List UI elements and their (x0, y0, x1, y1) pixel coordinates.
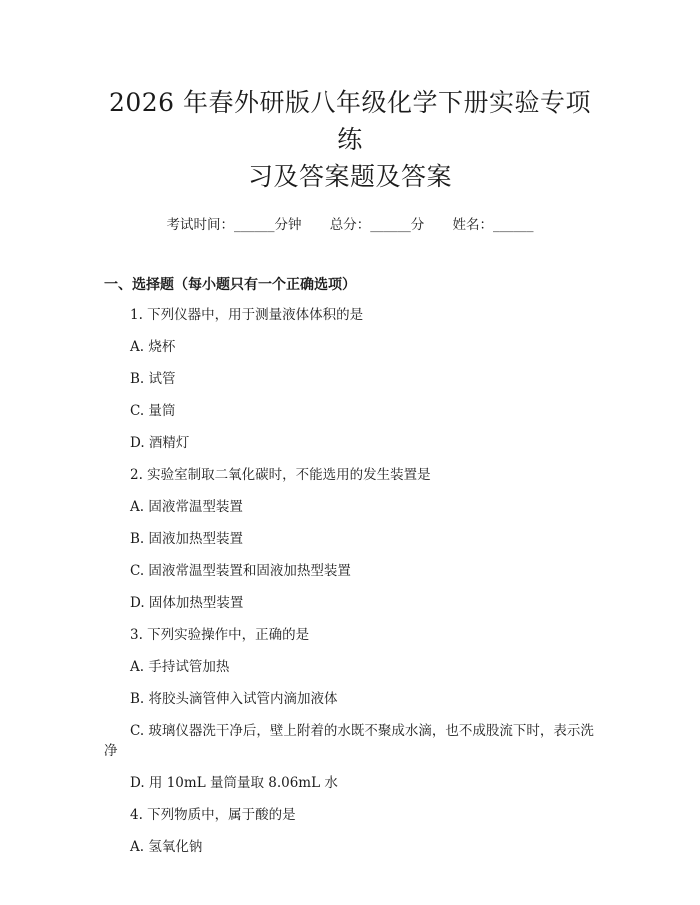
q3-option-a: A. 手持试管加热 (130, 659, 230, 675)
question-list (104, 299, 596, 863)
total-score: 总分：______分 (329, 217, 425, 233)
exam-info (104, 215, 596, 235)
section-heading: 一、选择题（每小题只有一个正确选项） (104, 277, 356, 293)
question-1: 1. 下列仪器中，用于测量液体体积的是 (130, 307, 364, 323)
q2-option-c: C. 固液常温型装置和固液加热型装置 (130, 563, 351, 579)
q3-option-c: C. 玻璃仪器洗干净后，壁上附着的水既不聚成水滴，也不成股流下时，表示洗净 (104, 723, 594, 759)
q1-option-a: A. 烧杯 (130, 339, 176, 355)
exam-time: 考试时间：______分钟 (166, 217, 302, 233)
q2-option-a: A. 固液常温型装置 (130, 499, 243, 515)
q1-option-c: C. 量筒 (130, 403, 176, 419)
question-3: 3. 下列实验操作中，正确的是 (130, 627, 310, 643)
q3-option-b: B. 将胶头滴管伸入试管内滴加液体 (130, 691, 338, 707)
document-title (104, 0, 596, 195)
student-name: 姓名：______ (452, 217, 534, 233)
q1-option-b: B. 试管 (130, 371, 176, 387)
q4-option-a: A. 氢氧化钠 (130, 839, 203, 855)
q2-option-b: B. 固液加热型装置 (130, 531, 244, 547)
title-line-2: 习及答案题及答案 (247, 162, 452, 191)
question-4: 4. 下列物质中，属于酸的是 (130, 807, 296, 823)
q1-option-d: D. 酒精灯 (130, 435, 190, 451)
question-2: 2. 实验室制取二氧化碳时，不能选用的发生装置是 (130, 467, 431, 483)
q3-option-d: D. 用 10mL 量筒量取 8.06mL 水 (130, 775, 338, 791)
title-line-1: 2026 年春外研版八年级化学下册实验专项练 (108, 88, 592, 154)
q2-option-d: D. 固体加热型装置 (130, 595, 244, 611)
